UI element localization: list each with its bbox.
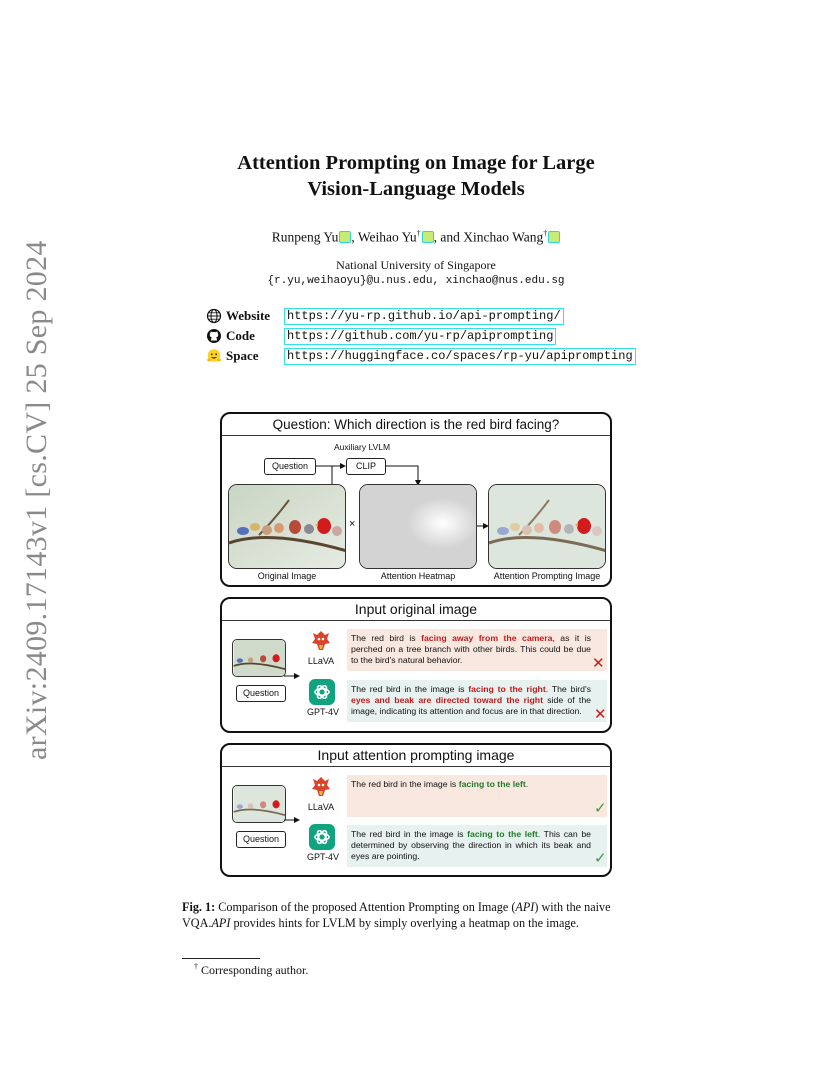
author-2: , Weihao Yu: [351, 229, 417, 245]
llava-response: [347, 629, 607, 671]
input-thumbnail: [232, 639, 286, 677]
wrong-mark-icon: ✕: [592, 654, 605, 672]
caption-attention-prompting: Attention Prompting Image: [493, 571, 601, 581]
caption-attention-heatmap: Attention Heatmap: [380, 571, 456, 581]
gpt4v-response: [347, 825, 607, 867]
response-highlight: eyes and beak are directed toward the right: [351, 695, 543, 705]
api-abbrev: API: [211, 915, 231, 930]
response-text: , as it is perched on a tree branch with other birds. This could be due to the bird's natural behavior.: [351, 633, 591, 665]
gpt4v-label: GPT-4V: [306, 852, 339, 862]
response-text: The red bird in the image is: [351, 829, 468, 839]
link-row-space: [206, 346, 636, 366]
link-row-code: [206, 326, 636, 346]
correct-mark-icon: ✓: [594, 799, 607, 817]
attention-heatmap-image: [359, 484, 477, 569]
orcid-icon[interactable]: [339, 231, 351, 243]
link-label: Space: [226, 348, 259, 363]
question-header: Question: Which direction is the red bird facing?: [222, 414, 610, 436]
title-line-2: Vision-Language Models: [307, 178, 525, 200]
author-3: , and Xinchao Wang: [433, 229, 544, 245]
attention-prompting-panel: [220, 743, 612, 877]
api-abbrev: API: [515, 900, 535, 914]
footnote: [194, 962, 308, 978]
caption-original-image: Original Image: [257, 571, 317, 581]
footnote-mark: †: [194, 962, 198, 971]
footnote-rule: [182, 958, 260, 959]
panel-header: Input attention prompting image: [222, 745, 610, 767]
response-text: side of the image, indicating its attention and focus are in that direction.: [351, 695, 591, 716]
caption-text: ) with the naive VQA.: [182, 900, 611, 930]
globe-icon: [206, 308, 222, 324]
corresponding-mark: †: [543, 229, 548, 238]
attention-prompting-image: [488, 484, 606, 569]
response-text: . The bird's: [545, 684, 592, 694]
caption-text: provides hints for LVLM by simply overlying a heatmap on the image.: [230, 915, 579, 930]
original-image-panel: [220, 597, 612, 733]
paper-title: [180, 150, 652, 202]
code-link[interactable]: https://github.com/yu-rp/apiprompting: [284, 328, 556, 345]
gpt4v-response: [347, 680, 607, 722]
response-text: . This can be determined by observing the direction in which its beak and eyes are pointing.: [351, 829, 591, 861]
correct-mark-icon: ✓: [594, 849, 607, 867]
orcid-icon[interactable]: [422, 231, 434, 243]
title-line-1: Attention Prompting on Image for Large: [237, 152, 595, 174]
author-emails: {r.yu,weihaoyu}@u.nus.edu, xinchao@nus.edu.sg: [267, 275, 565, 287]
input-thumbnail: [232, 785, 286, 823]
llava-icon: [309, 775, 333, 804]
response-highlight: facing away from the camera: [421, 633, 553, 643]
chatgpt-icon: [309, 679, 335, 710]
link-row-website: [206, 306, 636, 326]
question-box: Question: [236, 831, 286, 848]
clip-box: CLIP: [346, 458, 386, 475]
link-label: Website: [226, 308, 271, 323]
github-icon: [206, 328, 222, 344]
panel-header: Input original image: [222, 599, 610, 621]
input-arrow: [282, 815, 302, 825]
figure-caption: [182, 900, 652, 931]
question-box: Question: [236, 685, 286, 702]
question-box: Question: [264, 458, 316, 475]
input-arrow: [282, 671, 302, 681]
pipeline-panel: [220, 412, 612, 587]
chatgpt-icon: [309, 824, 335, 855]
multiply-sign: ×: [349, 518, 356, 530]
response-text: The red bird in the image is: [351, 779, 459, 789]
arxiv-identifier: arXiv:2409.17143v1 [cs.CV] 25 Sep 2024: [20, 240, 53, 760]
link-label: Code: [226, 328, 255, 343]
llava-icon: [309, 629, 333, 658]
response-text: The red bird in the image is: [351, 684, 469, 694]
wrong-mark-icon: ✕: [594, 705, 607, 723]
space-link[interactable]: https://huggingface.co/spaces/rp-yu/apiprompting: [284, 348, 636, 365]
response-highlight: facing to the left: [467, 829, 538, 839]
project-links: [206, 306, 636, 366]
auxiliary-lvlm-label: Auxiliary LVLM: [334, 442, 391, 452]
llava-label: LLaVA: [307, 656, 335, 666]
gpt4v-label: GPT-4V: [306, 707, 339, 717]
website-link[interactable]: https://yu-rp.github.io/api-prompting/: [284, 308, 564, 325]
author-list: [180, 229, 652, 246]
corresponding-mark: †: [416, 229, 421, 238]
affiliation: National University of Singapore: [336, 258, 496, 272]
original-image: [228, 484, 346, 569]
caption-text: Comparison of the proposed Attention Prompting on Image (: [215, 900, 516, 914]
huggingface-icon: [206, 348, 222, 364]
footnote-text: Corresponding author.: [198, 963, 309, 977]
author-1: Runpeng Yu: [271, 229, 339, 245]
llava-label: LLaVA: [307, 802, 335, 812]
caption-label: Fig. 1:: [182, 900, 216, 914]
response-highlight: facing to the left: [458, 779, 526, 789]
llava-response: [347, 775, 607, 817]
response-highlight: facing to the right: [468, 684, 546, 694]
response-text: The red bird is: [351, 633, 422, 643]
response-text: .: [525, 779, 529, 789]
orcid-icon[interactable]: [548, 231, 560, 243]
